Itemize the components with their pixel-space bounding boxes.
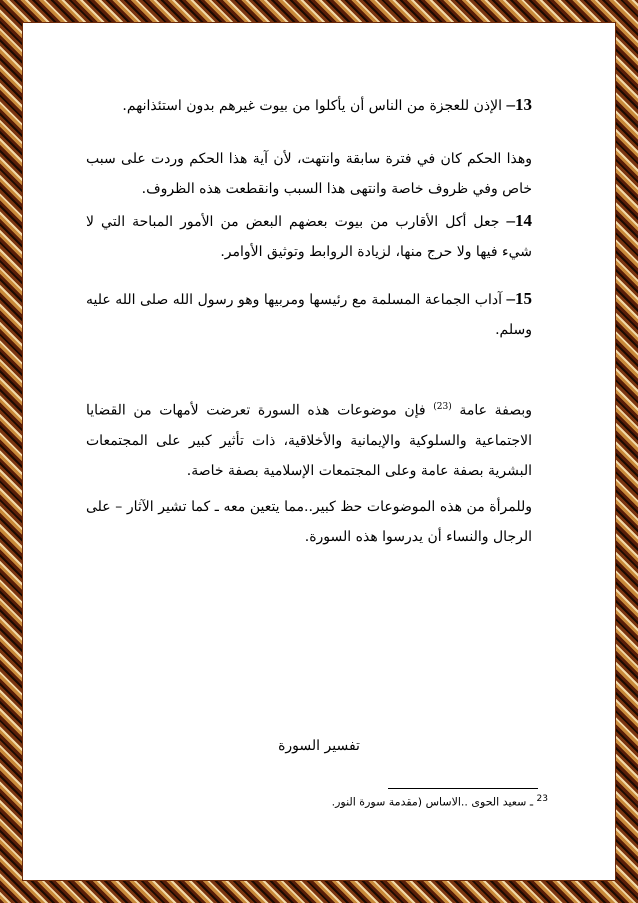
item-15-number: 15 (515, 289, 533, 308)
footnote-number: 23 (536, 794, 548, 804)
item-13-text: الإذن للعجزة من الناس أن يأكلوا من بيوت غيرهم بدون استئذانهم. (122, 98, 503, 114)
summary-lead: وبصفة عامة (459, 402, 533, 419)
item-15: 15– آداب الجماعة المسلمة مع رئيسها ومربيها وهو رسول الله صلى الله عليه وسلم. (86, 289, 533, 338)
item-13: 13– الإذن للعجزة من الناس أن يأكلوا من بيوت غيرهم بدون استئذانهم. (122, 95, 532, 114)
item-13-note: وهذا الحكم كان في فترة سابقة وانتهت، لأن آية هذا الحكم وردت على سبب خاص وفي ظروف خاصة وانتهى هذا السبب وانقطعت هذه الظروف. (86, 151, 532, 197)
item-14-number: 14 (515, 211, 532, 230)
summary-paragraph (86, 392, 532, 486)
footnote-ref[interactable]: (23) (433, 402, 452, 412)
section-title: تفسير السورة (278, 738, 360, 754)
summary-text: فإن موضوعات هذه السورة تعرضت لأمهات من القضايا الاجتماعية والسلوكية والإيمانية والأخلاقية، ذات تأثير كبير على المجتمعات البشرية بصفة عامة وعلى المجتمعات الإسلامية بصفة خاصة. (86, 402, 532, 479)
item-15-text: آداب الجماعة المسلمة مع رئيسها ومربيها وهو رسول الله صلى الله عليه وسلم. (86, 292, 532, 338)
item-13-number: 13 (515, 95, 532, 114)
footnote-text: ـ سعيد الحوى ..الاساس (مقدمة سورة النور. (331, 795, 534, 809)
item-14-text: جعل أكل الأقارب من بيوت بعضهم البعض من الأمور المباحة التي لا شيء فيها ولا حرج منها، لزيادة الروابط وتوثيق الأوامر. (86, 214, 532, 260)
footnote-divider (388, 788, 538, 789)
footnote (332, 794, 548, 809)
item-14: 14– جعل أكل الأقارب من بيوت بعضهم البعض من الأمور المباحة التي لا شيء فيها ولا حرج منها، لزيادة الروابط وتوثيق الأوامر. (86, 211, 532, 260)
women-paragraph: وللمرأة من هذه الموضوعات حظ كبير..مما يتعين معه ـ كما تشير الآثار – على الرجال والنساء أن يدرسوا هذه السورة. (86, 499, 532, 545)
